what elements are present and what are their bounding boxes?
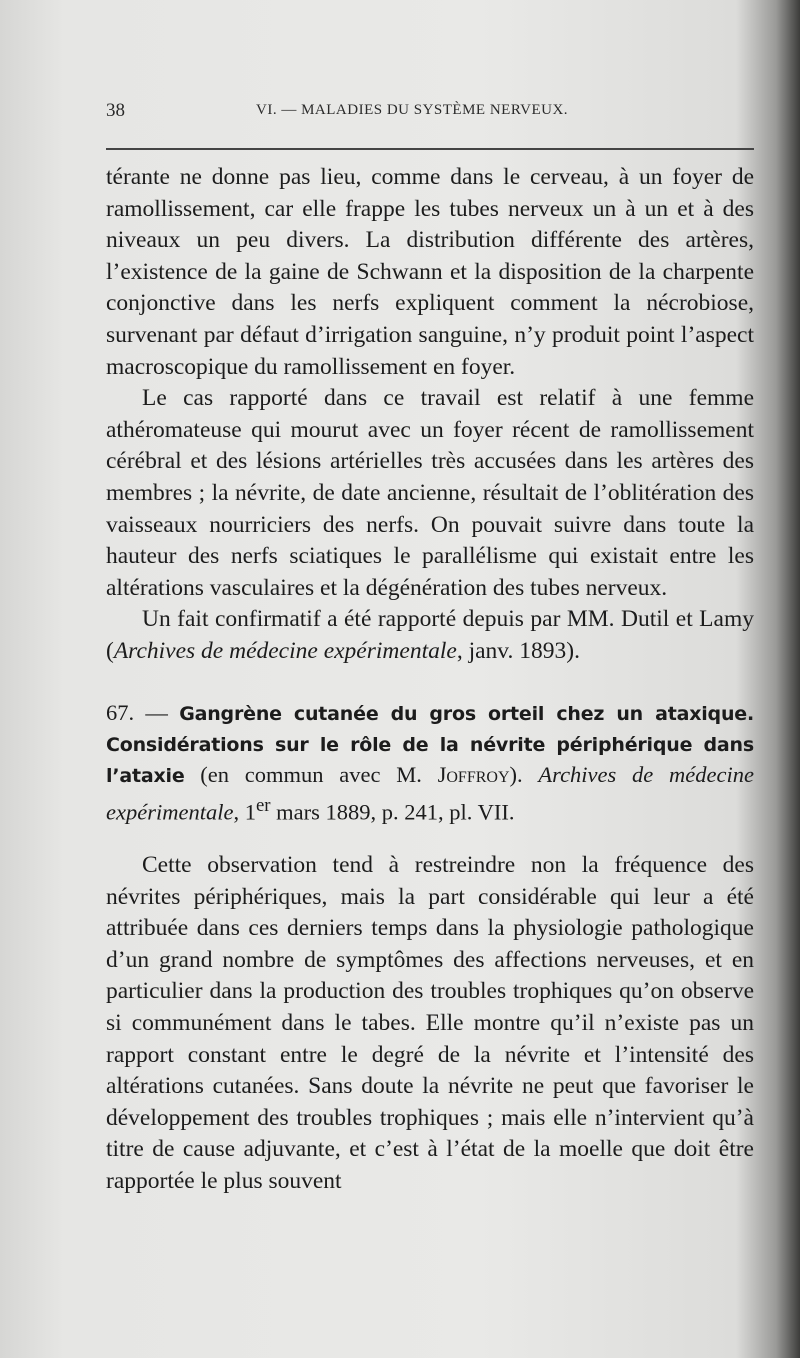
section-date: , 1: [233, 799, 256, 824]
coauthor-prefix: (en commun avec M.: [184, 761, 438, 787]
paragraph-observation: Cette observation tend à restreindre non la fréquence des névrites périphériques, mais la part considérable qui leur a été attribuée dans ces derniers temps dans la physiologie pathologique d’un grand nombre de symptômes des affections nerveuses, et en particulier dans la production des troubles trophiques qu’on observe si communément dans le tabes. Elle montre qu’il n’existe pas un rapport constant entre le degré de la névrite et l’intensité des altérations cutanées. Sans doute la névrite ne peut que favoriser le développement des troubles trophiques ; mais elle n’intervient qu’à titre de cause adjuvante, et c’est à l’état de la moelle que doit être rapportée le plus souvent: [106, 852, 754, 1194]
section-date-sup: er: [255, 794, 271, 816]
section-spacer: [106, 826, 754, 850]
journal-title-italic: Archives de médecine expérimentale: [113, 637, 457, 664]
page-body: [106, 162, 754, 1198]
header-rule: [106, 148, 754, 150]
confirmation-date: , janv. 1893).: [456, 637, 580, 664]
confirmation-text: Un fait confirmatif a été rapporté depuis par MM. Dutil et Lamy (: [106, 606, 754, 664]
running-title: VI. — MALADIES DU SYSTÈME NERVEUX.: [256, 102, 569, 118]
paragraph-confirmation: [106, 604, 754, 667]
paragraph-continuation: térante ne donne pas lieu, comme dans le cerveau, à un foyer de ramollissement, car elle frappe les tubes nerveux un à un et à des niveaux un peu divers. La distribution différente des artères, l’existence de la gaine de Schwann et la disposition de la charpente conjonctive dans les nerfs expliquent comment la nécrobiose, survenant par défaut d’irrigation sanguine, n’y produit point l’aspect macroscopique du ramollissement en foyer.: [106, 164, 754, 380]
page-number: 38: [106, 100, 125, 121]
section-title: Gangrène cutanée du gros orteil chez un ataxique. Considérations sur le rôle de la névrite périphérique dans l’ataxie: [106, 702, 754, 787]
section-67-heading: [106, 698, 754, 827]
section-date-rest: mars 1889, p. 241, pl. VII.: [270, 799, 515, 824]
section-number: 67. —: [106, 699, 180, 725]
coauthor-suffix: ).: [509, 761, 539, 787]
paragraph-case-report: Le cas rapporté dans ce travail est relatif à une femme athéromateuse qui mourut avec un foyer récent de ramollissement cérébral et des lésions artérielles très accusées dans les artères des membres ; la névrite, de date ancienne, résultait de l’oblitération des vaisseaux nourriciers des nerfs. On pouvait suivre dans toute la hauteur des nerfs sciatiques le parallélisme qui existait entre les altérations vasculaires et la dégénération des tubes nerveux.: [106, 385, 754, 601]
section-journal: Archives de médecine expérimentale: [106, 761, 754, 824]
coauthor-name: Joffroy: [437, 761, 510, 787]
running-header: [106, 100, 756, 130]
